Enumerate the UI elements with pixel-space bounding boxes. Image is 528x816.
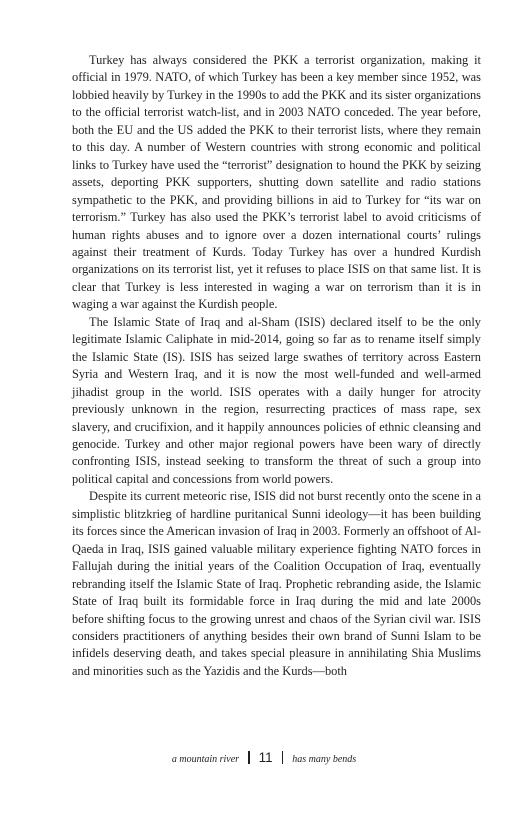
paragraph-1: Turkey has always considered the PKK a terrorist organization, making it official in 1979. NATO, of which Turkey has been a key member since 1952, was lobbied heavily by Turkey in the 1990s to add the PKK and its sister organizations to the official terrorist watch-list, and in 2003 NATO conceded. The year before, both the EU and the US added the PKK to their terrorist lists, where they remain to this day. A number of Western countries with strong economic and political links to Turkey have used the “terrorist” designation to hound the PKK by seizing assets, deporting PKK supporters, shutting down satellite and radio stations sympathetic to the PKK, and providing billions in aid to Turkey for “its war on terrorism.” Turkey has also used the PKK’s terrorist label to avoid criticisms of human rights abuses and to ignore over a dozen international courts’ rulings against their treatment of Kurds. Today Turkey has over a hundred Kurdish organizations on its terrorist list, yet it refuses to place ISIS on that same list. It is clear that Turkey is less interested in waging a war on terrorism than it is in waging a war against the Kurdish people.	[72, 53, 481, 312]
running-head-right: has many bends	[292, 754, 357, 765]
footer-divider-right	[282, 751, 284, 764]
body-text	[72, 52, 481, 680]
paragraph-3: Despite its current meteoric rise, ISIS did not burst recently onto the scene in a simplistic blitzkrieg of hardline puritanical Sunni ideology—it has been building its forces since the American invasion of Iraq in 2003. Formerly an offshoot of Al-Qaeda in Iraq, ISIS gained valuable military experience fighting NATO forces in Fallujah during the initial years of the Coalition Occupation of Iraq, eventually rebranding itself the Islamic State of Iraq. Prophetic rebranding aside, the Islamic State of Iraq built its formidable force in Iraq during the mid and late 2000s before shifting focus to the growing unrest and chaos of the Syrian civil war. ISIS considers practitioners of anything besides their own brand of Sunni Islam to be infidels deserving death, and takes special pleasure in annihilating Shia Muslims and minorities such as the Yazidis and the Kurds—both	[72, 489, 481, 678]
running-head-left: a mountain river	[171, 754, 240, 765]
footer-divider-left	[248, 751, 250, 764]
paragraph-2: The Islamic State of Iraq and al-Sham (ISIS) declared itself to be the only legitimate Islamic Caliphate in mid-2014, going so far as to rename itself simply the Islamic State (IS). ISIS has seized large swathes of territory across Eastern Syria and Western Iraq, and it is now the most well-funded and well-armed jihadist group in the world. ISIS operates with a daily hunger for atrocity previously unknown in the region, resurrecting practices of mass rape, sex slavery, and crucifixion, and it happily announces policies of ethnic cleansing and genocide. Turkey and other major regional powers have been wary of directly confronting ISIS, instead seeking to transform the threat of such a group into political capital and concessions from world powers.	[72, 314, 481, 486]
page-footer	[0, 749, 528, 767]
page-number: 11	[258, 750, 273, 765]
